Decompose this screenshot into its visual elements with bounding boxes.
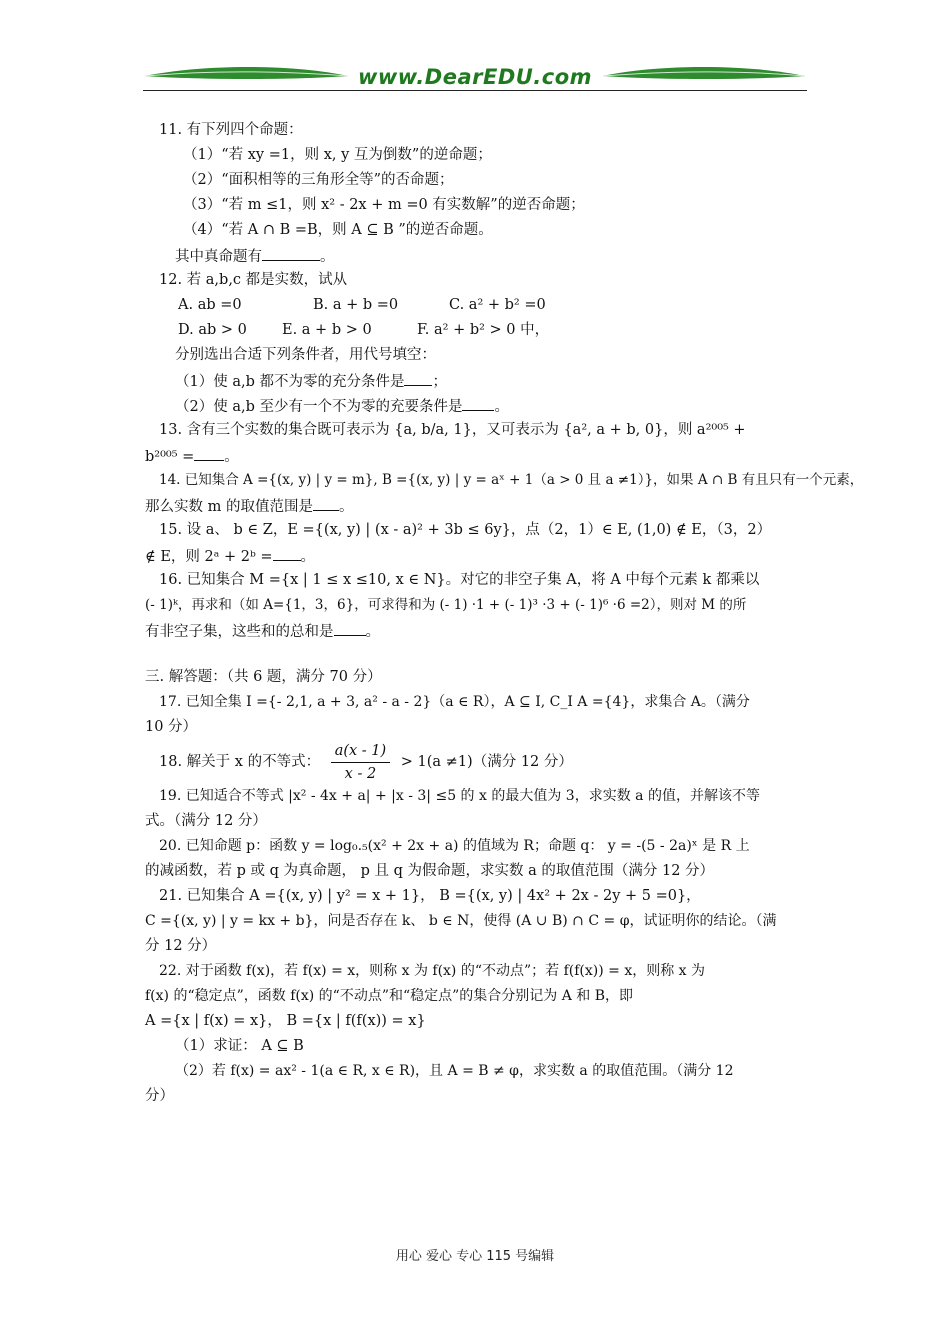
q11-item-4: （4）“若 A ∩ B =B，则 A ⊆ B ”的逆否命题。 <box>183 222 493 238</box>
q12-stem: 12. 若 a,b,c 都是实数，试从 <box>159 272 348 288</box>
q21-line-3: 分 12 分） <box>145 938 217 954</box>
q17-line-2: 10 分） <box>145 719 198 735</box>
page-footer: 用心 爱心 专心 115 号编辑 <box>395 1249 555 1264</box>
q18-numerator: a(x - 1) <box>331 740 390 763</box>
choice-c: C. a² + b² =0 <box>449 297 546 313</box>
answer-blank[interactable] <box>462 393 494 411</box>
choice-f: F. a² + b² > 0 中， <box>417 322 550 338</box>
q18-line: 18. 解关于 x 的不等式： $\frac{a(x - 1)}{x - 2}$ > 1(a ≠1)（满分 12 分） <box>145 740 807 784</box>
q12-instruction: 分别选出合适下列条件者，用代号填空： <box>175 347 436 363</box>
answer-blank[interactable] <box>194 443 224 461</box>
q11-item-3: （3）“若 m ≤1，则 x² - 2x + m =0 有实数解”的逆否命题； <box>183 197 585 213</box>
site-logo-text: www.DearEDU.com <box>357 65 593 89</box>
q11-answer-line: 其中真命题有 。 <box>145 243 807 268</box>
q14-line-1: 14. 已知集合 A ={(x, y) | y = m}, B ={(x, y) | y = aˣ + 1（a > 0 且 a ≠1）}，如果 A ∩ B 有且只有一个元素， <box>159 472 864 488</box>
q18-denominator: x - 2 <box>344 766 377 782</box>
q14-line-2: 那么实数 m 的取值范围是 。 <box>145 493 807 518</box>
choice-d: D. ab > 0 <box>178 322 247 338</box>
q20-line-1: 20. 已知命题 p：函数 y = log₀.₅(x² + 2x + a) 的值域为 R；命题 q： y = -(5 - 2a)ˣ 是 R 上 <box>159 838 750 854</box>
answer-blank[interactable] <box>334 618 366 636</box>
q20-line-2: 的减函数，若 p 或 q 为真命题， p 且 q 为假命题，求实数 a 的取值范围（满分 12 分） <box>145 863 715 879</box>
exercise-content <box>145 118 864 1109</box>
section-three-heading: 三. 解答题：（共 6 题，满分 70 分） <box>145 669 382 685</box>
q16-line-2: (- 1)ᵏ，再求和（如 A={1，3，6}，可求得和为 (- 1) ·1 + (- 1)³ ·3 + (- 1)⁶ ·6 =2），则对 M 的所 <box>145 597 747 613</box>
q15-line-2: ∉ E，则 2ᵃ + 2ᵇ = 。 <box>145 543 807 568</box>
q11-item-2: （2）“面积相等的三角形全等”的否命题； <box>183 172 454 188</box>
q19-line-1: 19. 已知适合不等式 |x² - 4x + a| + |x - 3| ≤5 的 x 的最大值为 3，求实数 a 的值，并解该不等 <box>159 788 760 804</box>
q12-part-1: （1）使 a,b 都不为零的充分条件是 ； <box>145 368 807 393</box>
choice-e: E. a + b > 0 <box>282 322 372 338</box>
header-divider <box>143 90 807 91</box>
answer-blank[interactable] <box>313 493 339 511</box>
q16-line-3: 有非空子集，这些和的总和是 。 <box>145 618 807 643</box>
q22-line-3: A ={x | f(x) = x}， B ={x | f(f(x)) = x} <box>145 1013 426 1029</box>
q19-line-2: 式。（满分 12 分） <box>145 813 267 829</box>
site-header <box>143 62 807 92</box>
q16-line-1: 16. 已知集合 M ={x | 1 ≤ x ≤10, x ∈ N}。对它的非空子集 A，将 A 中每个元素 k 都乘以 <box>159 572 760 588</box>
answer-blank[interactable] <box>404 368 432 386</box>
q21-line-2: C ={(x, y) | y = kx + b}，问是否存在 k、 b ∈ N，使得 (A ∪ B) ∩ C = φ，试证明你的结论。（满 <box>145 913 777 929</box>
choice-a: A. ab =0 <box>178 297 242 313</box>
q13-line-2: b²⁰⁰⁵ = 。 <box>145 443 807 468</box>
q12-choices-row-1 <box>145 293 807 318</box>
q12-choices-row-2 <box>145 318 807 343</box>
q18-fraction <box>331 740 390 785</box>
q22-line-2: f(x) 的“稳定点”，函数 f(x) 的“不动点”和“稳定点”的集合分别记为 A 和 B，即 <box>145 988 634 1004</box>
q22-line-last: 分） <box>145 1088 174 1104</box>
q15-line-1: 15. 设 a、 b ∈ Z，E ={(x, y) | (x - a)² + 3b ≤ 6y}，点（2，1）∈ E, (1,0) ∉ E，（3，2） <box>159 522 772 538</box>
answer-blank[interactable] <box>273 543 301 561</box>
q22-part-2: （2）若 f(x) = ax² - 1(a ∈ R, x ∈ R)，且 A = B ≠ φ，求实数 a 的取值范围。（满分 12 <box>175 1063 734 1079</box>
q11-stem: 11. 有下列四个命题： <box>159 122 303 138</box>
choice-b: B. a + b =0 <box>313 297 399 313</box>
q11-item-1: （1）“若 xy =1，则 x, y 互为倒数”的逆命题； <box>183 147 492 163</box>
q22-part-1: （1）求证： A ⊆ B <box>175 1038 304 1054</box>
q21-line-1: 21. 已知集合 A ={(x, y) | y² = x + 1}， B ={(x, y) | 4x² + 2x - 2y + 5 =0}， <box>159 888 701 904</box>
q22-line-1: 22. 对于函数 f(x)，若 f(x) = x，则称 x 为 f(x) 的“不动点”；若 f(f(x)) = x，则称 x 为 <box>159 963 706 979</box>
q17-line-1: 17. 已知全集 I ={- 2,1, a + 3, a² - a - 2}（a ∈ R），A ⊆ I, C_I A ={4}，求集合 A。（满分 <box>159 694 750 710</box>
q13-line-1: 13. 含有三个实数的集合既可表示为 {a, b/a, 1}，又可表示为 {a², a + b, 0}，则 a²⁰⁰⁵ + <box>159 422 746 438</box>
q12-part-2: （2）使 a,b 至少有一个不为零的充要条件是 。 <box>145 393 807 418</box>
answer-blank[interactable] <box>262 243 320 261</box>
